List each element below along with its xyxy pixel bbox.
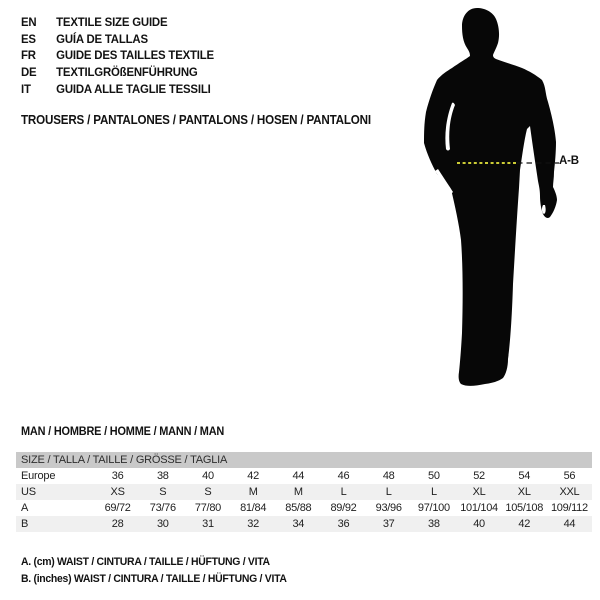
- language-title: GUIDE DES TAILLES TEXTILE: [56, 48, 214, 63]
- language-title: GUIDA ALLE TAGLIE TESSILI: [56, 81, 211, 96]
- size-value: 42: [518, 518, 531, 530]
- language-code: DE: [21, 65, 37, 80]
- language-title: GUÍA DE TALLAS: [56, 31, 148, 46]
- footnote-a: A. (cm) WAIST / CINTURA / TAILLE / HÜFTUNG / VITA: [21, 556, 270, 568]
- language-line: [21, 47, 214, 64]
- size-value: 73/76: [149, 502, 176, 514]
- size-value: 30: [156, 518, 169, 530]
- size-table: [16, 452, 592, 532]
- size-value: 81/84: [240, 502, 267, 514]
- footnotes: [21, 554, 287, 588]
- size-table-header: SIZE / TALLA / TAILLE / GRÖSSE / TAGLIA: [16, 452, 592, 468]
- table-row: [16, 500, 592, 516]
- size-value: 69/72: [104, 502, 131, 514]
- table-row: [16, 468, 592, 484]
- language-line: [21, 14, 214, 31]
- size-value: 38: [428, 518, 440, 530]
- footnote-b: B. (inches) WAIST / CINTURA / TAILLE / HÜFTUNG / VITA: [21, 573, 287, 585]
- size-value: L: [340, 486, 347, 498]
- size-value: XL: [472, 486, 486, 498]
- size-value: 54: [518, 470, 531, 482]
- size-value: XXL: [559, 486, 580, 498]
- size-value: XL: [517, 486, 531, 498]
- size-value: 36: [111, 470, 124, 482]
- size-value: 37: [382, 518, 395, 530]
- language-line: [21, 81, 214, 98]
- size-value: 34: [292, 518, 305, 530]
- language-title: TEXTILGRÖßENFÜHRUNG: [56, 65, 198, 80]
- category-title: TROUSERS / PANTALONES / PANTALONS / HOSEN / PANTALONI: [21, 113, 371, 127]
- size-value: 28: [111, 518, 124, 530]
- measure-label: A-B: [559, 155, 579, 167]
- size-value: 36: [337, 518, 350, 530]
- language-code: FR: [21, 48, 36, 63]
- language-line: [21, 64, 214, 81]
- table-row: [16, 484, 592, 500]
- size-value: 52: [473, 470, 485, 482]
- man-body-shape: [424, 8, 557, 386]
- size-value: 40: [473, 518, 485, 530]
- row-label: B: [21, 518, 29, 530]
- size-value: 31: [202, 518, 214, 530]
- table-row: [16, 516, 592, 532]
- size-value: 105/108: [505, 502, 544, 514]
- language-title: TEXTILE SIZE GUIDE: [56, 15, 168, 29]
- size-value: 93/96: [375, 502, 402, 514]
- size-value: 46: [337, 470, 350, 482]
- size-value: XS: [110, 486, 125, 498]
- size-table-rows: [16, 468, 592, 532]
- row-label: A: [21, 502, 29, 514]
- man-silhouette: [405, 0, 600, 400]
- size-value: S: [204, 486, 212, 498]
- size-value: 44: [292, 470, 305, 482]
- size-value: 42: [247, 470, 259, 482]
- size-value: 89/92: [330, 502, 357, 514]
- size-value: L: [430, 486, 437, 498]
- size-value: 77/80: [194, 502, 221, 514]
- language-code: ES: [21, 31, 36, 46]
- hand-detail: [542, 205, 546, 214]
- language-code: EN: [21, 15, 37, 29]
- size-value: 109/112: [550, 502, 588, 514]
- size-value: M: [293, 486, 303, 498]
- size-value: 40: [202, 470, 214, 482]
- size-value: 44: [563, 518, 576, 530]
- size-value: 56: [563, 470, 576, 482]
- row-label: Europe: [21, 470, 56, 482]
- language-header: [21, 14, 214, 98]
- size-value: 97/100: [417, 502, 450, 514]
- size-value: 48: [382, 470, 395, 482]
- language-line: [21, 31, 214, 48]
- size-value: M: [248, 486, 258, 498]
- language-code: IT: [21, 81, 31, 96]
- size-value: 32: [247, 518, 259, 530]
- size-value: S: [159, 486, 167, 498]
- size-value: L: [385, 486, 392, 498]
- size-value: 38: [156, 470, 169, 482]
- size-value: 50: [428, 470, 440, 482]
- size-value: 101/104: [460, 502, 498, 514]
- row-label: US: [21, 486, 36, 498]
- gender-label: MAN / HOMBRE / HOMME / MANN / MAN: [21, 426, 225, 438]
- size-value: 85/88: [285, 502, 312, 514]
